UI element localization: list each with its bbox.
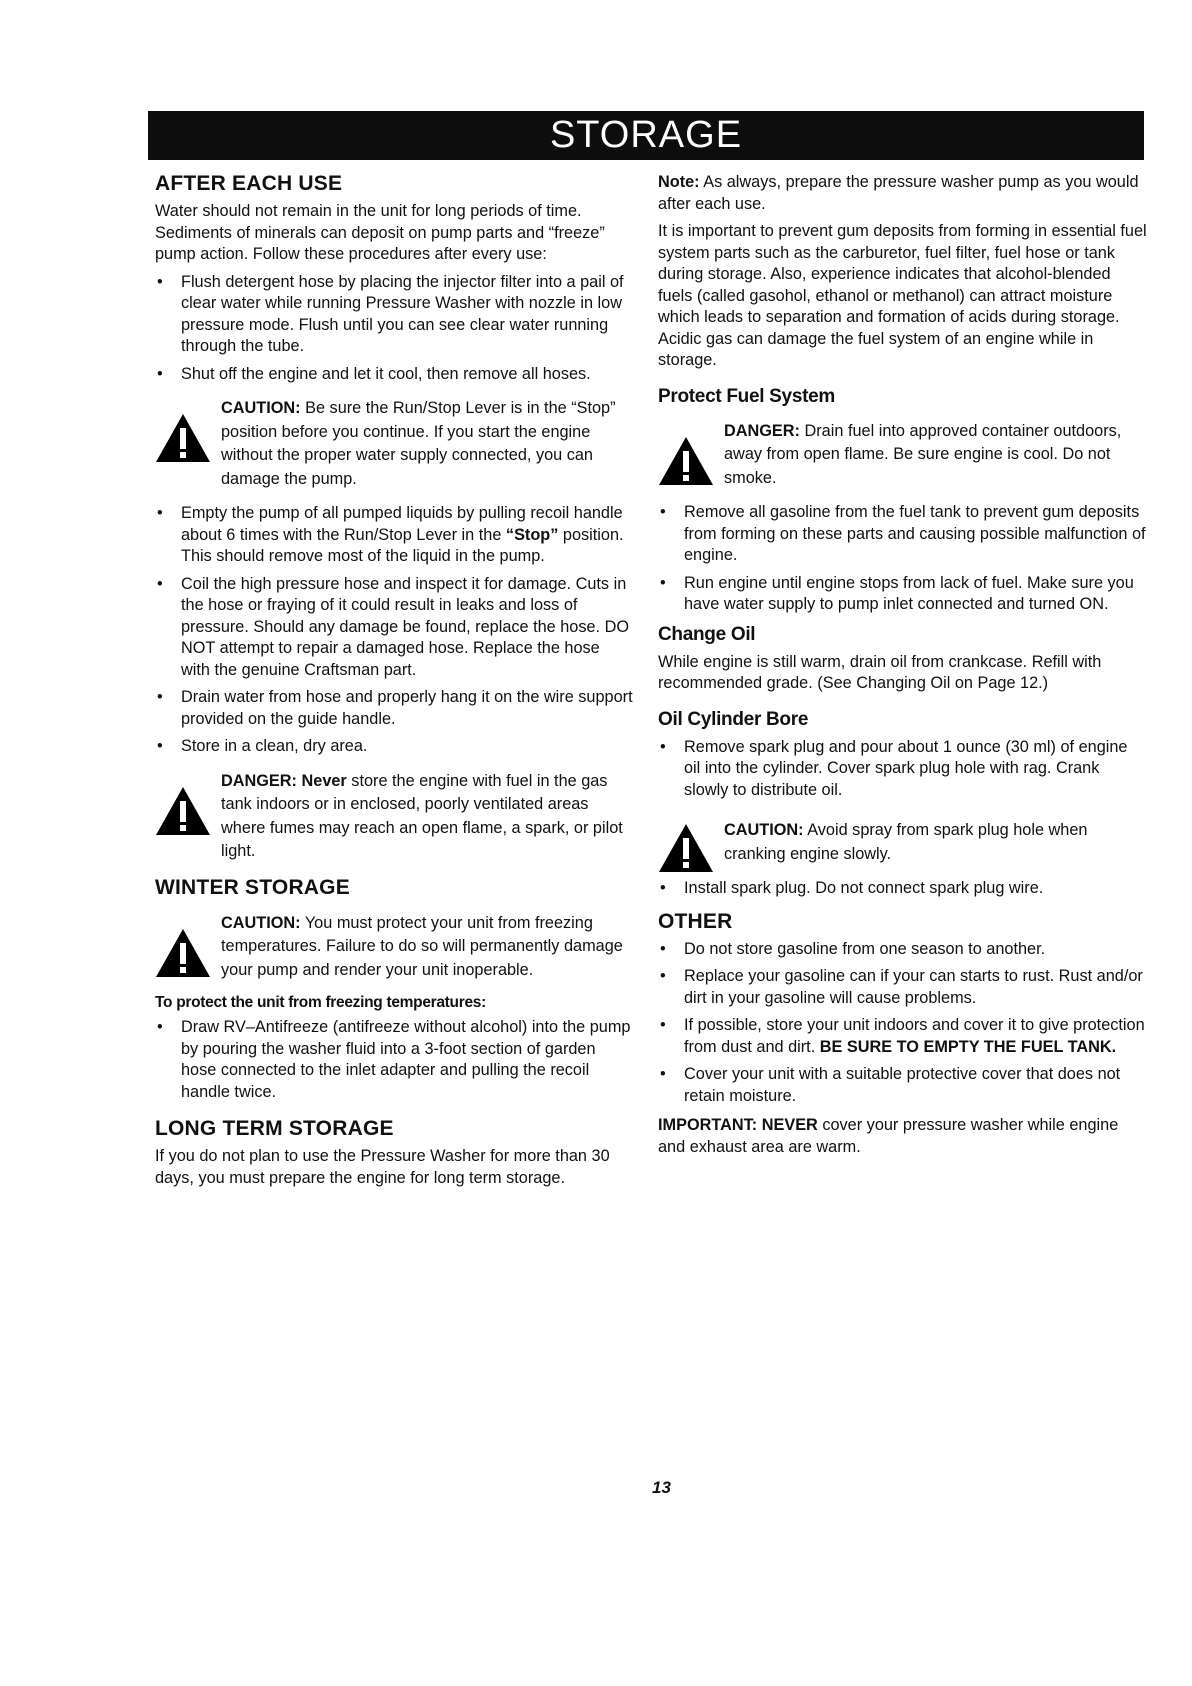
list-item: • Remove all gasoline from the fuel tank to prevent gum deposits from forming on these parts and causing possible malfunction of engine. xyxy=(660,503,1146,564)
after-each-use-list-1 xyxy=(155,272,633,386)
left-column xyxy=(155,172,633,1195)
oil-cylinder-list-2 xyxy=(658,878,1148,900)
list-item: • Draw RV–Antifreeze (antifreeze without alcohol) into the pump by pouring the washer fluid into a 3-foot section of garden hose connected to the inlet adapter and pulling the recoil handle twice. xyxy=(157,1018,631,1101)
list-item: • Do not store gasoline from one season to another. xyxy=(660,939,1046,958)
after-each-use-heading: AFTER EACH USE xyxy=(155,172,343,195)
change-oil-text: While engine is still warm, drain oil from crankcase. Refill with recommended grade. (See Changing Oil on Page 12.) xyxy=(658,652,1102,692)
note-paragraph: Note: As always, prepare the pressure washer pump as you would after each use. xyxy=(658,173,1139,213)
list-item: • Empty the pump of all pumped liquids by pulling recoil handle about 6 times with the Run/Stop Lever in the “Stop” position. This should remove most of the liquid in the pump. xyxy=(157,504,624,565)
list-item: • Cover your unit with a suitable protective cover that does not retain moisture. xyxy=(660,1065,1121,1105)
danger-drain-fuel: DANGER: Drain fuel into approved container outdoors, away from open flame. Be sure engine is cool. Do not smoke. xyxy=(658,420,1148,491)
winter-storage-heading: WINTER STORAGE xyxy=(155,875,350,899)
list-item: • Install spark plug. Do not connect spark plug wire. xyxy=(660,879,1044,897)
warning-triangle-icon xyxy=(155,928,211,978)
danger-fuel-storage: DANGER: Never store the engine with fuel in the gas tank indoors or in enclosed, poorly ventilated areas where fumes may reach an open flame, a spark, or pilot light. xyxy=(155,770,633,864)
gum-deposits-paragraph: It is important to prevent gum deposits from forming in essential fuel system parts such as the carburetor, fuel filter, fuel hose or tank during storage. Also, experience indicates that alcohol-blended fuels (called gasohol, ethanol or methanol) can attract moisture which leads to separation and formation of acids during storage. Acidic gas can damage the fuel system of an engine while in storage. xyxy=(658,222,1147,369)
caution-freezing: CAUTION: You must protect your unit from freezing temperatures. Failure to do so will permanently damage your pump and render your unit inoperable. xyxy=(155,912,633,983)
list-item: • Remove spark plug and pour about 1 ounce (30 ml) of engine oil into the cylinder. Cover spark plug hole with rag. Crank slowly to distribute oil. xyxy=(660,737,1128,799)
other-list xyxy=(658,939,1148,1108)
winter-subheading: To protect the unit from freezing temperatures: xyxy=(155,994,486,1011)
important-note: IMPORTANT: NEVER cover your pressure washer while engine and exhaust area are warm. xyxy=(658,1116,1119,1156)
caution-run-stop: CAUTION: Be sure the Run/Stop Lever is in the “Stop” position before you continue. If you start the engine without the proper water supply connected, you can damage the pump. xyxy=(155,397,633,491)
list-item: • Shut off the engine and let it cool, then remove all hoses. xyxy=(157,364,591,383)
other-heading: OTHER xyxy=(658,909,733,933)
page-number: 13 xyxy=(652,1478,671,1497)
list-item: • Store in a clean, dry area. xyxy=(157,737,368,755)
list-item: • If possible, store your unit indoors and cover it to give protection from dust and dirt. BE SURE TO EMPTY THE FUEL TANK. xyxy=(660,1016,1145,1056)
warning-triangle-icon xyxy=(155,786,211,836)
long-term-storage-heading: LONG TERM STORAGE xyxy=(155,1117,394,1140)
winter-list xyxy=(155,1017,633,1103)
protect-fuel-heading: Protect Fuel System xyxy=(658,385,835,407)
list-item: • Coil the high pressure hose and inspect it for damage. Cuts in the hose or fraying of it could result in leaks and loss of pressure. Should any damage be found, replace the hose. DO NOT attempt to repair a damaged hose. Replace the hose with the genuine Craftsman part. xyxy=(157,574,630,679)
list-item: • Run engine until engine stops from lack of fuel. Make sure you have water supply to pump inlet connected and turned ON. xyxy=(660,573,1134,613)
protect-fuel-list xyxy=(658,502,1148,616)
after-each-use-list-2 xyxy=(155,503,633,758)
list-item: • Flush detergent hose by placing the injector filter into a pail of clear water while running Pressure Washer with nozzle in low pressure mode. Flush until you can see clear water running through the tube. xyxy=(157,272,624,355)
after-each-use-intro: Water should not remain in the unit for long periods of time. Sediments of minerals can deposit on pump parts and “freeze” pump action. Follow these procedures after every use: xyxy=(155,202,605,263)
warning-triangle-icon xyxy=(155,413,211,463)
oil-cylinder-heading: Oil Cylinder Bore xyxy=(658,708,809,730)
warning-triangle-icon xyxy=(658,823,714,873)
long-term-storage-text: If you do not plan to use the Pressure Washer for more than 30 days, you must prepare the engine for long term storage. xyxy=(155,1147,610,1187)
warning-triangle-icon xyxy=(658,436,714,486)
page-title-banner: STORAGE xyxy=(148,111,1144,160)
right-column xyxy=(658,172,1148,1164)
list-item: • Drain water from hose and properly hang it on the wire support provided on the guide handle. xyxy=(157,688,633,728)
list-item: • Replace your gasoline can if your can starts to rust. Rust and/or dirt in your gasoline will cause problems. xyxy=(660,967,1143,1007)
caution-spark-plug: CAUTION: Avoid spray from spark plug hole when cranking engine slowly. xyxy=(658,819,1148,866)
oil-cylinder-list xyxy=(658,737,1148,802)
change-oil-heading: Change Oil xyxy=(658,623,756,645)
